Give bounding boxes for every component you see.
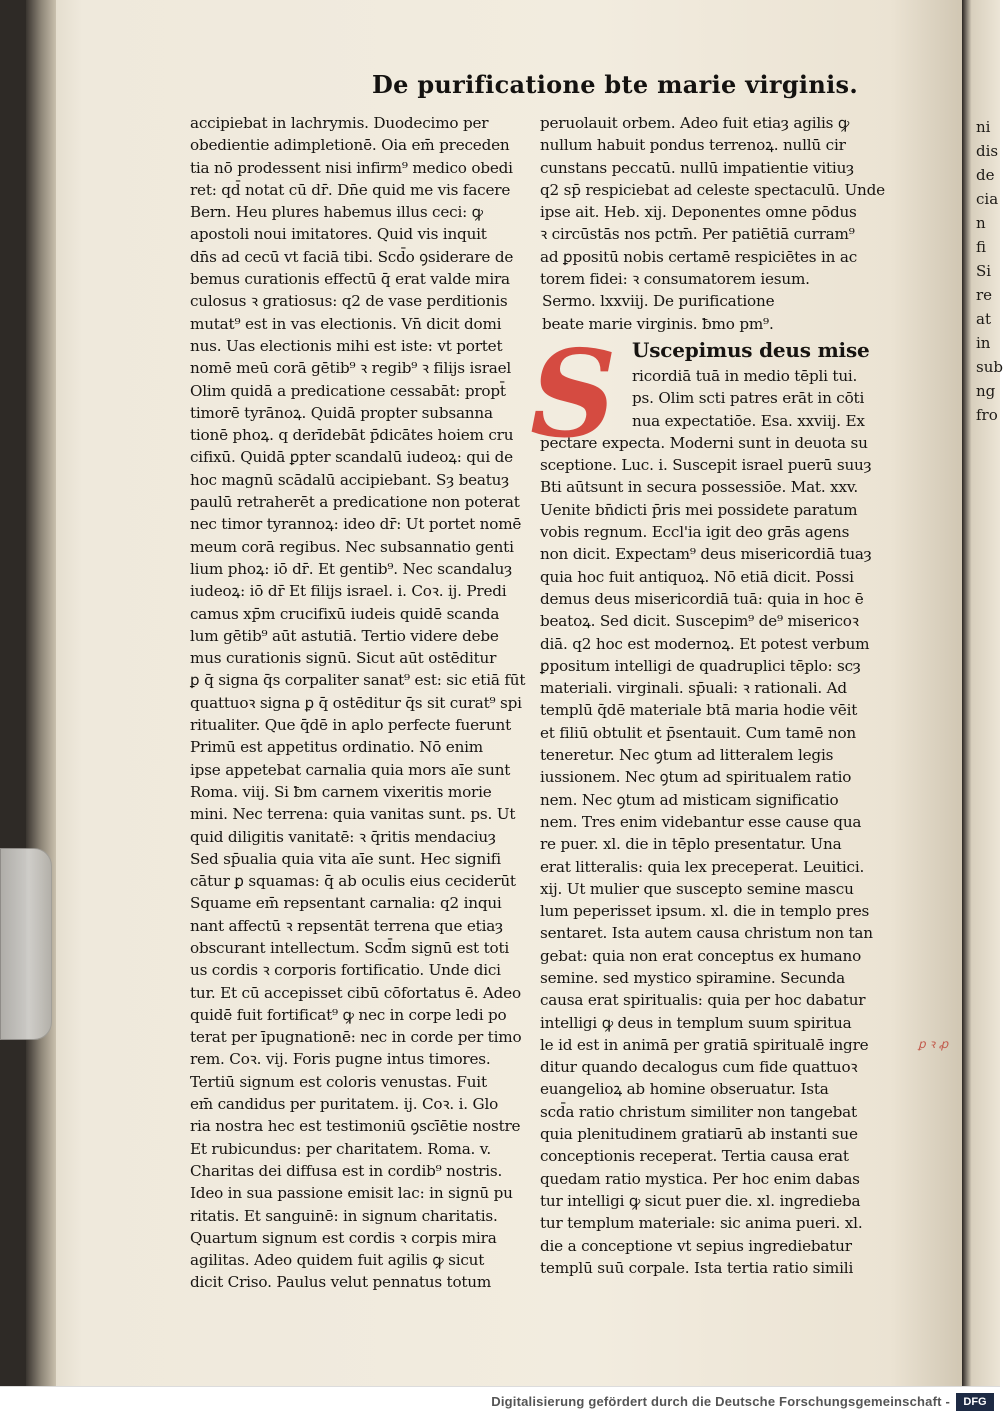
text-line: obedientie adimpletionē. Oia em̄ preceden <box>190 136 510 155</box>
text-line: scd̄a ratio christum similiter non tangebat <box>540 1102 857 1121</box>
text-line: agilitas. Adeo quidem fuit agilis ꝙ sicut <box>190 1251 485 1270</box>
text-line: tia nō prodessent nisi infirm⁹ medico obedi <box>190 158 513 177</box>
next-page-fragment: ng <box>976 382 996 400</box>
text-line: Uscepimus deus mise <box>632 337 870 362</box>
text-line: nus. Uas electionis mihi est iste: vt portet <box>190 336 503 355</box>
left-column <box>190 112 545 1294</box>
text-line: templū suū corpale. Ista tertia ratio simili <box>540 1258 854 1277</box>
text-line: demus deus misericordiā tuā: quia in hoc ē <box>540 589 864 608</box>
text-line: mini. Nec terrena: quia vanitas sunt. ps. Ut <box>190 805 516 824</box>
text-line: us cordis ꝛ corporis fortificatio. Unde dici <box>190 961 501 980</box>
text-line: accipiebat in lachrymis. Duodecimo per <box>190 114 489 132</box>
text-line: quia plenitudinem gratiarū ab instanti sue <box>540 1125 858 1144</box>
text-line: quid diligitis vanitatē: ꝛ q̄ritis mendaciuȝ <box>190 827 496 846</box>
page-gutter-shadow <box>26 0 56 1386</box>
text-line: iussionem. Nec ꝯtum ad spiritualem ratio <box>540 768 852 787</box>
next-page-fragment: n <box>976 214 986 232</box>
text-line: timorē tyrānoꝝ. Quidā propter subsanna <box>190 403 493 422</box>
text-line: cātur ꝑ squamas: q̄ ab oculis eius ceciderūt <box>190 872 516 891</box>
right-column-top-text <box>540 112 902 290</box>
text-line: nem. Tres enim videbantur esse cause qua <box>540 812 862 831</box>
text-line: ritualiter. Que q̄dē in aplo perfecte fuerunt <box>190 716 512 735</box>
right-column <box>530 112 902 1279</box>
text-line: ricordiā tuā in medio tēpli tui. <box>632 366 858 385</box>
text-line: materiali. virginali. sp̄uali: ꝛ rationali. Ad <box>540 679 847 698</box>
text-line: Tertiū signum est coloris venustas. Fuit <box>190 1072 487 1091</box>
text-line: lum gētib⁹ aūt astutiā. Tertio videre debe <box>190 626 499 645</box>
text-line: gebat: quia non erat conceptus ex humano <box>540 946 862 965</box>
text-line: ria nostra hec est testimoniū ꝯscīētie nostre <box>190 1117 521 1136</box>
text-line: quattuoꝛ signa ꝑ q̄ ostēditur q̄s sit curat⁹ spi <box>190 693 522 712</box>
text-line: non dicit. Expectam⁹ deus misericordiā tuaȝ <box>540 545 872 564</box>
text-line: Olim quidā a predicatione cessabāt: propt̄ <box>190 381 506 400</box>
text-line: peruolauit orbem. Adeo fuit etiaȝ agilis ꝙ <box>540 114 850 132</box>
text-line: ditur quando decalogus cum fide quattuoꝛ <box>540 1058 858 1077</box>
text-line: nomē meū corā gētib⁹ ꝛ regib⁹ ꝛ filijs israel <box>190 359 512 378</box>
text-line: ipse ait. Heb. xij. Deponentes omne pōdus <box>540 203 857 222</box>
next-page-fragment: ni <box>976 118 991 136</box>
right-column-bottom-text <box>540 432 902 1279</box>
text-line: quia hoc fuit antiquoꝝ. Nō etiā dicit. Possi <box>540 567 854 586</box>
text-line: tionē phoꝝ. q derīdebāt p̄dicātes hoiem cru <box>190 426 514 445</box>
text-line: camus xp̄m crucifixū iudeis quidē scanda <box>190 604 500 623</box>
text-line: cunstans peccatū. nullū impatientie vitiuȝ <box>540 158 854 177</box>
text-line: cifixū. Quidā ꝑpter scandalū iudeoꝝ: qui de <box>190 448 513 467</box>
text-line: templū q̄dē materiale btā maria hodie vēit <box>540 701 858 720</box>
text-line: ꝑ q̄ signa q̄s corpaliter sanat⁹ est: sic etiā fūt <box>190 671 526 690</box>
text-line: apostoli noui imitatores. Quid vis inquit <box>190 225 487 244</box>
text-line: diā. q2 hoc est modernoꝝ. Et potest verbum <box>540 634 870 653</box>
next-page-fragment: dis <box>976 142 999 160</box>
text-line: meum corā regibus. Nec subsannatio genti <box>190 537 514 556</box>
text-line: tur. Et cū accepisset cibū cōfortatus ē. Adeo <box>190 983 521 1002</box>
text-line: lum peperisset ipsum. xl. die in templo pres <box>540 902 870 921</box>
text-line: Et rubicundus: per charitatem. Roma. v. <box>190 1139 492 1158</box>
text-line: mus curationis signū. Sicut aūt ostēditur <box>190 649 497 668</box>
next-page-edge <box>962 0 1003 1386</box>
footer-credit: Digitalisierung gefördert durch die Deutsche Forschungsgemeinschaft - <box>491 1394 950 1409</box>
text-line: erat litteralis: quia lex preceperat. Leuitici. <box>540 857 865 876</box>
text-line: tur templum materiale: sic anima pueri. xl. <box>540 1214 863 1233</box>
next-page-fragment: fro <box>976 406 998 424</box>
text-line: bemus curationis effectū q̄ erat valde mira <box>190 270 510 289</box>
margin-annotation: ꝑ ꝛ ꝓ <box>918 1037 949 1051</box>
book-clamp <box>0 848 52 1040</box>
text-line: ipse appetebat carnalia quia mors aīe sunt <box>190 760 511 779</box>
text-line: sceptione. Luc. i. Suscepit israel puerū suuȝ <box>540 456 872 475</box>
next-page-fragment: Si <box>976 262 992 280</box>
text-line: dn̄s ad cecū vt faciā tibi. Scd̄o ꝯsiderare de <box>190 247 514 266</box>
text-line: ad ꝑpositū nobis certamē respiciētes in ac <box>540 247 858 266</box>
text-line: ret: qd̄ notat cū dr̄. Dn̄e quid me vis facere <box>190 180 511 199</box>
text-line: paulū retraherēt a predicatione non poterat <box>190 493 520 512</box>
next-page-fragment: sub <box>976 358 1003 376</box>
text-line: terat per īpugnationē: nec in corde per timo <box>190 1028 522 1047</box>
text-line: lium phoꝝ: iō dr̄. Et gentib⁹. Nec scandaluȝ <box>190 559 512 578</box>
next-page-fragment: re <box>976 286 993 304</box>
text-line: euangelioꝝ ab homine obseruatur. Ista <box>540 1080 829 1099</box>
text-line: mutat⁹ est in vas electionis. Vn̄ dicit domi <box>190 314 502 333</box>
text-line: ꝑpositum intelligi de quadruplici tēplo: scȝ <box>540 656 861 675</box>
text-line: Uenite bn̄dicti p̄ris mei possidete paratum <box>540 500 858 519</box>
page-header: De purificatione bte marie virginis. <box>372 70 858 99</box>
text-line: iudeoꝝ: iō dr̄ Et filijs israel. i. Coꝛ. ij. Predi <box>190 582 507 601</box>
text-line: Bern. Heu plures habemus illus ceci: ꝙ <box>190 203 483 222</box>
footer-bar <box>0 1386 1000 1419</box>
text-line: Primū est appetitus ordinatio. Nō enim <box>190 738 484 757</box>
text-line: vobis regnum. Eccl'ia igit deo grās agens <box>540 523 850 542</box>
text-line: ps. Olim scti patres erāt in cōti <box>632 389 865 408</box>
text-line: Sed sp̄ualia quia vita aīe sunt. Hec signifi <box>190 849 501 868</box>
text-line: quidē fuit fortificat⁹ ꝙ nec in corpe ledi po <box>190 1005 507 1024</box>
next-page-fragment: in <box>976 334 991 352</box>
next-page-fragment: cia <box>976 190 999 208</box>
text-line: em̄ candidus per puritatem. ij. Coꝛ. i. Glo <box>190 1095 499 1114</box>
text-line: conceptionis receperat. Tertia causa erat <box>540 1147 849 1166</box>
dfg-logo: DFG <box>956 1393 994 1411</box>
red-initial-letter: S <box>530 323 617 465</box>
text-line: quedam ratio mystica. Per hoc enim dabas <box>540 1169 860 1188</box>
text-line: nua expectatiōe. Esa. xxviij. Ex <box>632 411 865 430</box>
text-line: rem. Coꝛ. vij. Foris pugne intus timores. <box>190 1050 491 1069</box>
text-line: hoc magnū scādalū accipiebant. Sȝ beatuȝ <box>190 470 509 489</box>
next-page-fragment: fi <box>976 238 987 256</box>
text-line: die a conceptione vt sepius ingrediebatur <box>540 1236 852 1255</box>
text-line: Roma. viij. Si ƀm carnem vixeritis morie <box>190 782 492 801</box>
text-line: q2 sp̄ respiciebat ad celeste spectaculū. Unde <box>540 180 885 199</box>
text-line: Ideo in sua passione emisit lac: in signū pu <box>190 1184 513 1203</box>
text-line: culosus ꝛ gratiosus: q2 de vase perditionis <box>190 292 508 311</box>
text-line: nullum habuit pondus terrenoꝝ. nullū cir <box>540 136 846 155</box>
text-line: ꝛ circūstās nos pctm̄. Per patiētiā curram⁹ <box>540 225 855 244</box>
text-line: Charitas dei diffusa est in cordib⁹ nostris. <box>190 1161 503 1180</box>
text-line: le id est in animā per gratiā spiritualē ingre <box>540 1035 869 1054</box>
next-page-fragment: at <box>976 310 991 328</box>
text-line: beatoꝝ. Sed dicit. Suscepim⁹ de⁹ misericoꝛ <box>540 612 859 631</box>
text-line: intelligi ꝙ deus in templum suum spiritua <box>540 1013 852 1032</box>
text-line: torem fidei: ꝛ consumatorem iesum. <box>540 270 810 289</box>
text-line: beate marie virginis. ƀmo pm⁹. <box>542 314 774 333</box>
text-line: nem. Nec ꝯtum ad misticam significatio <box>540 790 839 809</box>
text-line: pectare expecta. Moderni sunt in deuota su <box>540 433 868 452</box>
text-line: et filiū obtulit et p̄sentauit. Cum tamē non <box>540 723 856 742</box>
next-page-fragment: de <box>976 166 995 184</box>
text-line: teneretur. Nec ꝯtum ad litteralem legis <box>540 746 834 765</box>
text-line: ritatis. Et sanguinē: in signum charitatis. <box>190 1206 498 1225</box>
text-line: Sermo. lxxviij. De purificatione <box>542 292 775 311</box>
text-line: nant affectū ꝛ repsentāt terrena que etiaȝ <box>190 916 503 935</box>
text-line: re puer. xl. die in tēplo presentatur. Una <box>540 835 842 854</box>
text-line: Bti aūtsunt in secura possessiōe. Mat. xxv. <box>540 478 859 497</box>
text-line: tur intelligi ꝙ sicut puer die. xl. ingredieba <box>540 1191 861 1210</box>
text-line: xij. Ut mulier que suscepto semine mascu <box>540 879 854 898</box>
text-line: semine. sed mystico spiramine. Secunda <box>540 968 846 987</box>
text-line: nec timor tyrannoꝝ: ideo dr̄: Ut portet nomē <box>190 515 522 534</box>
text-line: causa erat spiritualis: quia per hoc dabatur <box>540 991 866 1010</box>
text-line: dicit Criso. Paulus velut pennatus totum <box>190 1273 492 1292</box>
text-line: Squame em̄ repsentant carnalia: q2 inqui <box>190 894 502 913</box>
text-line: obscurant intellectum. Scd̄m signū est toti <box>190 938 509 957</box>
text-line: Quartum signum est cordis ꝛ corpis mira <box>190 1228 497 1247</box>
text-line: sentaret. Ista autem causa christum non tan <box>540 924 873 943</box>
